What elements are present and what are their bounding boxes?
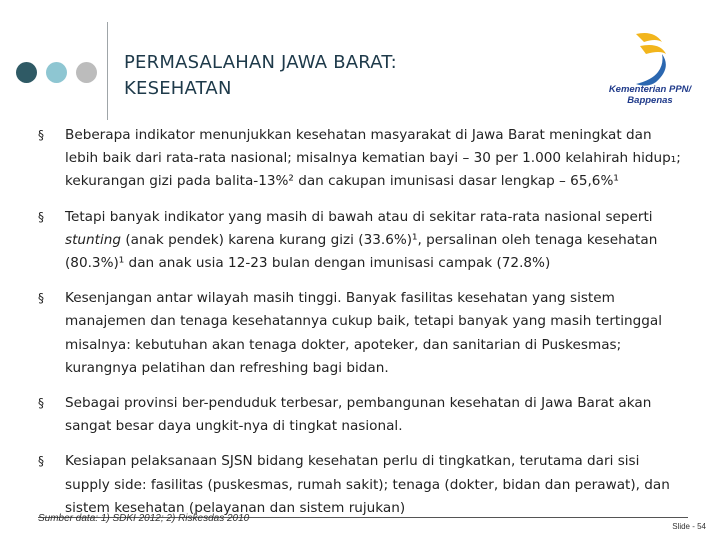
logo-mark-icon <box>596 28 704 86</box>
dot-dark-teal <box>16 62 37 83</box>
bullet-item <box>38 287 688 380</box>
title-line-2: KESEHATAN <box>124 78 232 99</box>
bappenas-logo <box>596 28 704 108</box>
bullet-text <box>65 209 657 271</box>
bullet-item <box>38 206 688 276</box>
title-divider <box>107 22 108 120</box>
logo-text-line-2: Bappenas <box>627 95 673 106</box>
bullet-mark: § <box>38 291 44 306</box>
bullet-item <box>38 450 688 520</box>
title-line-1: PERMASALAHAN JAWA BARAT: <box>124 52 397 73</box>
bullet-text: Sebagai provinsi ber-penduduk terbesar, pembangunan kesehatan di Jawa Barat akan sangat besar daya ungkit-nya di tingkat nasional. <box>65 395 652 435</box>
bullet-mark: § <box>38 454 44 469</box>
dot-gray <box>76 62 97 83</box>
slide-number: Slide - 54 <box>672 522 706 531</box>
dot-light-blue <box>46 62 67 83</box>
bullet-mark: § <box>38 396 44 411</box>
bullet-mark: § <box>38 209 44 224</box>
bullet-text: Kesenjangan antar wilayah masih tinggi. Banyak fasilitas kesehatan yang sistem manajemen dan tenaga kesehatannya cukup baik, tetapi banyak yang masih tertinggal misalnya: kebutuhan akan tenaga dokter, apoteker, dan sanitarian di Puskesmas; kurangnya pelatihan dan refreshing bagi bidan. <box>65 290 663 376</box>
bullet-item <box>38 124 688 194</box>
bullet-mark: § <box>38 128 44 142</box>
logo-text-line-1: Kementerian PPN/ <box>608 84 692 95</box>
page-title <box>124 50 544 102</box>
bullet-text-emphasis: stunting <box>65 231 121 248</box>
bullet-text-part: Tetapi banyak indikator yang masih di bawah atau di sekitar rata-rata nasional seperti <box>65 208 653 225</box>
bullet-text-part: (anak pendek) karena kurang gizi (33.6%)¹, persalinan oleh tenaga kesehatan (80.3%)¹ dan anak usia 12-23 bulan dengan imunisasi campak (72.8%) <box>65 231 658 272</box>
source-footnote: Sumber data: 1) SDKI 2012; 2) Riskesdas 2010 <box>38 513 250 524</box>
bullet-item <box>38 392 688 438</box>
decorative-dots <box>16 62 100 84</box>
bullet-text: Kesiapan pelaksanaan SJSN bidang kesehatan perlu di tingkatkan, terutama dari sisi supply side: fasilitas (puskesmas, rumah sakit); tenaga (dokter, bidan dan perawat), dan sistem kesehatan (pelayanan dan sistem rujukan) <box>65 453 670 516</box>
bullet-list <box>38 124 688 518</box>
bullet-text: Beberapa indikator menunjukkan kesehatan masyarakat di Jawa Barat meningkat dan lebih baik dari rata-rata nasional; misalnya kematian bayi – 30 per 1.000 kelahirah hidup₁; kekurangan gizi pada balita-13%² dan cakupan imunisasi dasar lengkap – 65,6%¹ <box>65 127 681 190</box>
